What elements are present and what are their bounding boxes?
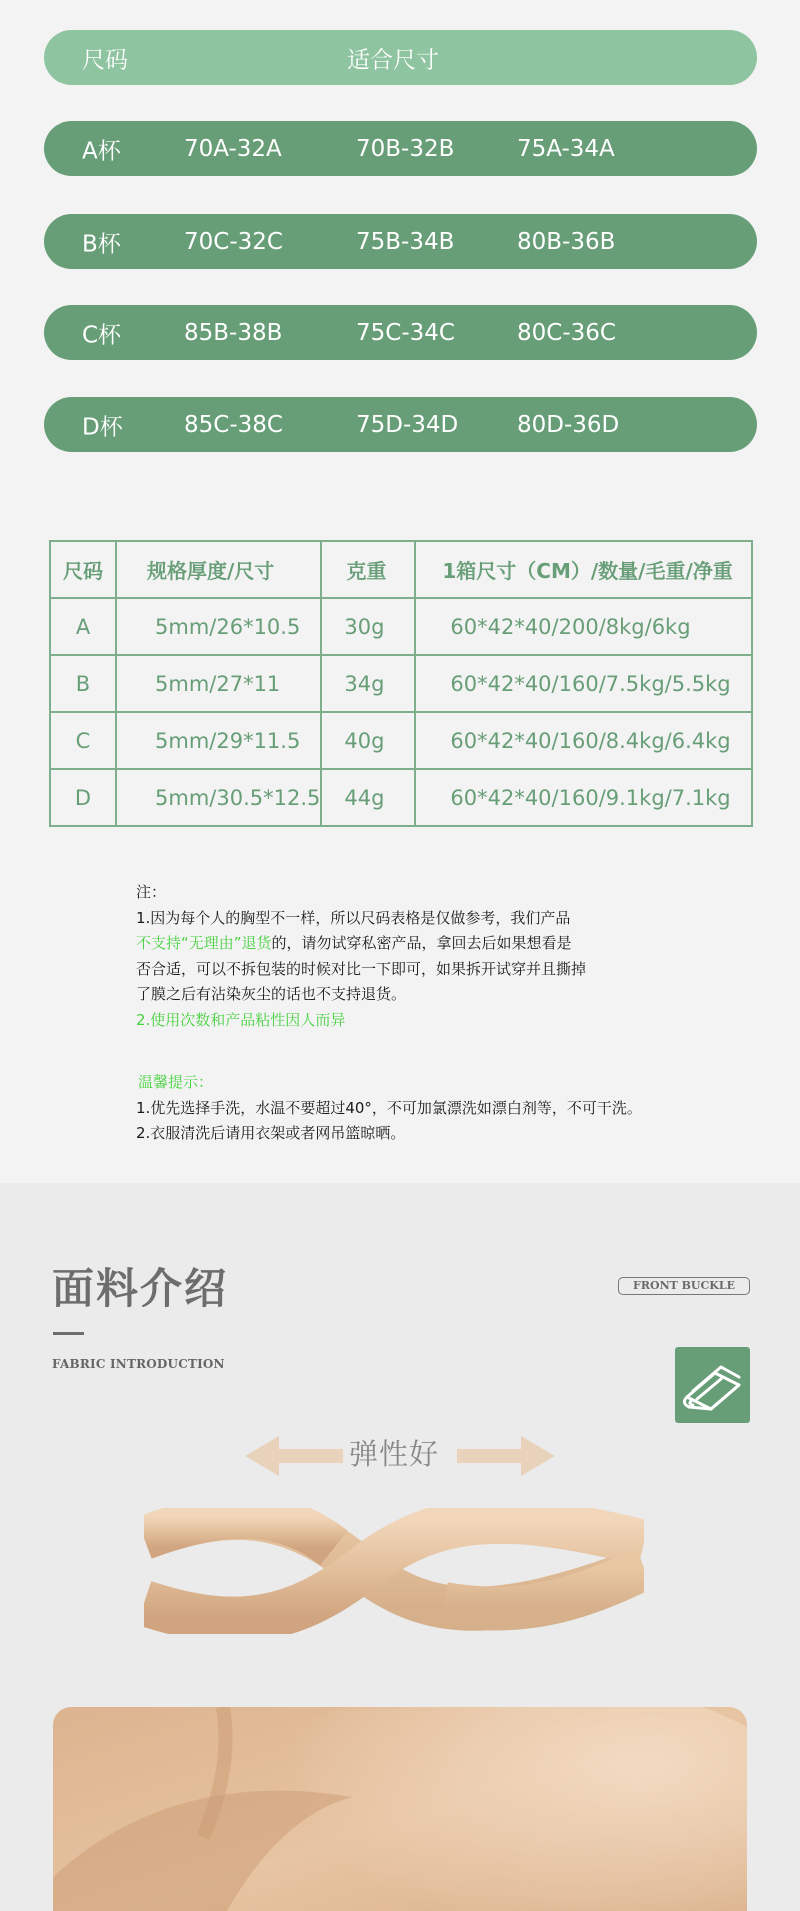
tips-line: 1.优先选择手洗，水温不要超过40°，不可加氯漂洗如漂白剂等，不可干洗。: [136, 1098, 642, 1117]
fabric-closeup-image: [53, 1707, 747, 1911]
spec-dimension: 5mm/27*11: [116, 655, 321, 712]
notes-line: 了膜之后有沾染灰尘的话也不支持退货。: [136, 985, 407, 1003]
fit-size: 75B-34B: [356, 228, 455, 255]
spec-weight: 30g: [321, 598, 415, 655]
cup-label: B杯: [82, 231, 121, 257]
size-row-b: [44, 214, 757, 269]
spec-size: B: [50, 655, 116, 712]
spec-dimension: 5mm/30.5*12.5: [116, 769, 321, 826]
fit-size: 70C-32C: [184, 228, 283, 255]
fit-size: 75A-34A: [517, 135, 615, 162]
notes-block: [136, 880, 586, 1033]
fabric-stack-icon: [675, 1347, 750, 1423]
size-row-a: [44, 121, 757, 176]
spec-weight: 44g: [321, 769, 415, 826]
spec-header-dimension: 规格厚度/尺寸: [116, 541, 321, 598]
spec-size: D: [50, 769, 116, 826]
front-buckle-badge: FRONT BUCKLE: [618, 1277, 750, 1295]
spec-size: C: [50, 712, 116, 769]
fit-size: 85B-38B: [184, 319, 283, 346]
spec-header-carton: 1箱尺寸（CM）/数量/毛重/净重: [415, 541, 752, 598]
spec-carton: 60*42*40/160/8.4kg/6.4kg: [415, 712, 752, 769]
tips-block: [136, 1070, 642, 1147]
tips-line: 2.衣服清洗后请用衣架或者网吊篮晾晒。: [136, 1124, 406, 1142]
size-row-c: [44, 305, 757, 360]
spec-header-weight: 克重: [321, 541, 415, 598]
notes-line: 否合适，可以不拆包装的时候对比一下即可，如果拆开试穿并且撕掉: [136, 959, 587, 978]
fit-size: 70A-32A: [184, 135, 282, 162]
spec-dimension: 5mm/26*10.5: [116, 598, 321, 655]
spec-header-size: 尺码: [50, 541, 116, 598]
fit-size: 80B-36B: [517, 228, 616, 255]
size-column-label: 尺码: [82, 47, 128, 73]
cup-label: D杯: [82, 414, 123, 440]
tips-title: 温馨提示：: [138, 1073, 214, 1091]
fit-size: 75C-34C: [356, 319, 455, 346]
notes-title: 注：: [136, 883, 167, 901]
notes-line-green: 2.使用次数和产品粘性因人而异: [136, 1010, 346, 1029]
fit-size: 75D-34D: [356, 411, 459, 438]
spec-dimension: 5mm/29*11.5: [116, 712, 321, 769]
title-divider: [53, 1332, 84, 1335]
table-row: [50, 598, 752, 655]
spec-table-header: [50, 541, 752, 598]
spec-carton: 60*42*40/200/8kg/6kg: [415, 598, 752, 655]
spec-carton: 60*42*40/160/7.5kg/5.5kg: [415, 655, 752, 712]
table-row: [50, 769, 752, 826]
fit-column-label: 适合尺寸: [347, 47, 439, 73]
cup-label: C杯: [82, 322, 122, 348]
size-chart-header: [44, 30, 757, 85]
table-row: [50, 712, 752, 769]
no-return-warning: 不支持“无理由”退货: [136, 934, 272, 952]
fit-size: 80C-36C: [517, 319, 616, 346]
fabric-subtitle: FABRIC INTRODUCTION: [52, 1357, 225, 1371]
spec-table: [49, 540, 753, 827]
fit-size: 85C-38C: [184, 411, 283, 438]
notes-line: 1.因为每个人的胸型不一样，所以尺码表格是仅做参考，我们产品: [136, 908, 571, 927]
table-row: [50, 655, 752, 712]
notes-line: [136, 931, 586, 957]
size-row-d: [44, 397, 757, 452]
spec-size: A: [50, 598, 116, 655]
cup-label: A杯: [82, 138, 121, 164]
spec-weight: 34g: [321, 655, 415, 712]
spec-carton: 60*42*40/160/9.1kg/7.1kg: [415, 769, 752, 826]
notes-line-rest: 的，请勿试穿私密产品，拿回去后如果想看是: [271, 934, 572, 952]
stretch-label: 弹性好: [349, 1437, 440, 1471]
fabric-title: 面料介绍: [52, 1264, 229, 1313]
elastic-braid-illustration: [144, 1508, 644, 1634]
fit-size: 80D-36D: [517, 411, 620, 438]
fit-size: 70B-32B: [356, 135, 455, 162]
spec-weight: 40g: [321, 712, 415, 769]
